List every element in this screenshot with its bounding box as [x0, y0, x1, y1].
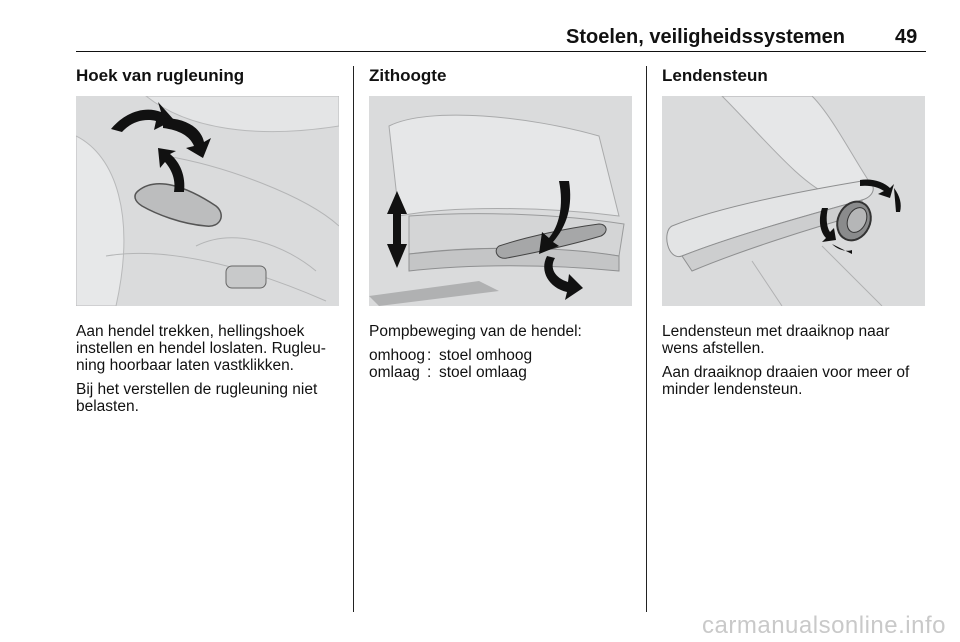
section-seat-height — [369, 66, 634, 381]
paragraph: Aan draaiknop draaien voor meer of minder lendensteun. — [662, 364, 910, 398]
page-number: 49 — [895, 26, 918, 48]
header-divider — [76, 51, 926, 52]
list-term: omhoog — [369, 347, 426, 364]
definition-list — [369, 347, 634, 381]
list-separator: : — [427, 364, 432, 381]
section-lumbar-support — [662, 66, 927, 405]
section-heading: Hoek van rugleuning — [76, 66, 245, 85]
backrest-lever-illustration — [76, 96, 339, 306]
page-header-title: Stoelen, veiligheidssystemen — [566, 26, 845, 48]
lumbar-knob-illustration — [662, 96, 925, 306]
section-body — [76, 323, 341, 415]
paragraph: Lendensteun met draaiknop naar wens afstellen. — [662, 323, 890, 357]
section-backrest-angle — [76, 66, 341, 422]
paragraph: Bij het verstellen de rugleuning niet belasten. — [76, 381, 318, 415]
list-separator: : — [427, 347, 432, 364]
section-body — [369, 323, 634, 381]
paragraph: Aan hendel trekken, hellingshoek instellen en hendel loslaten. Rugleuning hoorbaar laten vastklikken. — [76, 323, 326, 374]
paragraph: Pompbeweging van de hendel: — [369, 323, 582, 340]
list-description: stoel omhoog — [439, 347, 533, 364]
watermark: carmanualsonline.info — [702, 612, 946, 639]
column-divider — [646, 66, 647, 612]
column-divider — [353, 66, 354, 612]
list-term: omlaag — [369, 364, 420, 381]
seat-height-lever-illustration — [369, 96, 632, 306]
list-description: stoel omlaag — [439, 364, 527, 381]
section-heading: Zithoogte — [369, 66, 447, 85]
section-body — [662, 323, 927, 398]
section-heading: Lendensteun — [662, 66, 768, 85]
